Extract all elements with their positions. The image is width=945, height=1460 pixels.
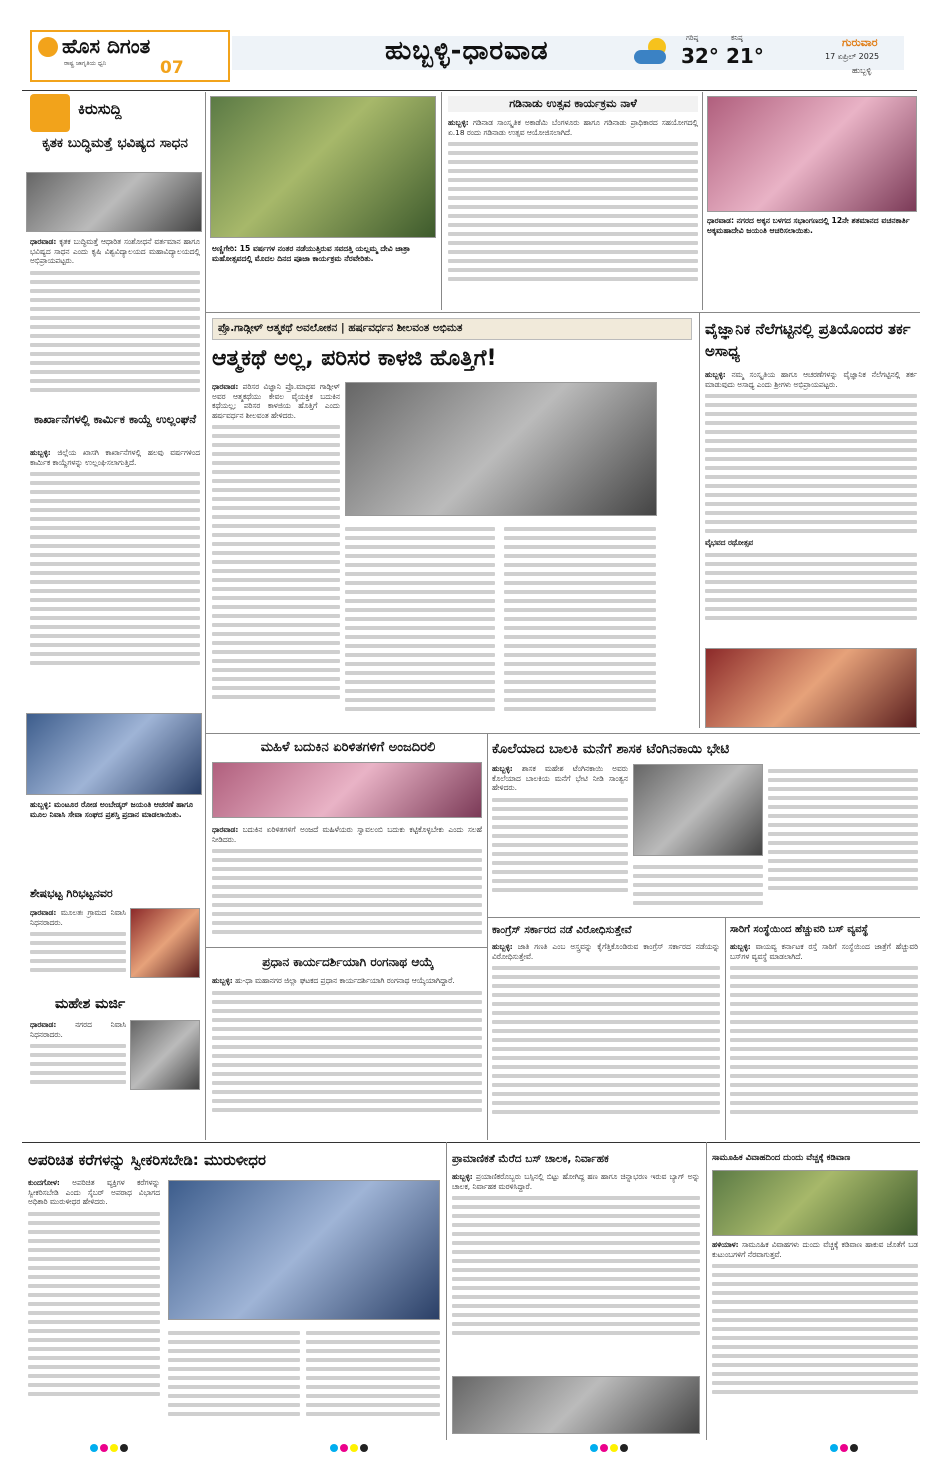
obit1-text: ಮೂಲತಃ ಗ್ರಾಮದ ನಿವಾಸಿ ನಿಧನರಾದರು.	[30, 908, 126, 927]
weather-icon	[632, 38, 672, 68]
general-sec-headline: ಪ್ರಧಾನ ಕಾರ್ಯದರ್ಶಿಯಾಗಿ ರಂಗನಾಥ ಆಯ್ಕೆ	[262, 955, 434, 969]
congress-dateline: ಹುಬ್ಬಳ್ಳಿ:	[492, 942, 513, 951]
obit2-body	[30, 1020, 126, 1100]
story1-headline: ಕೃತಕ ಬುದ್ಧಿಮತ್ತೆ ಭವಿಷ್ಯದ ಸಾಧನ	[42, 135, 188, 151]
girl-photo	[633, 764, 763, 856]
logo-box	[30, 30, 230, 82]
girl-dateline: ಹುಬ್ಬಳ್ಳಿ:	[492, 764, 513, 773]
logo-emblem-icon	[38, 37, 58, 57]
b3-headline: ಸಾಮೂಹಿಕ ವಿವಾಹದಿಂದ ದುಂದು ವೆಚ್ಚಕ್ಕೆ ಕಡಿವಾಣ	[712, 1153, 851, 1163]
min-temp: 21°	[726, 44, 764, 68]
congress-headline: ಕಾಂಗ್ರೆಸ್ ಸರ್ಕಾರದ ನಡೆ ವಿರೋಧಿಸುತ್ತೇವೆ	[492, 924, 632, 936]
congress-lead: ಜಾತಿ ಗಣತಿ ಎಂಬ ಅಸ್ತ್ರವನ್ನು ಕೈಗೆತ್ತಿಕೊಂಡಿರುವ ಕಾಂಗ್ರೆಸ್ ಸರ್ಕಾರದ ನಡೆಯನ್ನು ವಿರೋಧಿಸುತ್ತೇವೆ.	[492, 942, 720, 961]
obit1-title: ಶೇಷಭಟ್ಟ ಗಿರಿಭಟ್ಟನವರ	[30, 887, 113, 900]
women-lead: ಬದುಕಿನ ಏರಿಳಿತಗಳಿಗೆ ಅಂಜದೆ ಮಹಿಳೆಯರು ಸ್ವಾವಲಂಬಿ ಬದುಕು ಕಟ್ಟಿಕೊಳ್ಳಬೇಕು ಎಂದು ಸಲಹೆ ನೀಡಿದರು.	[212, 825, 482, 844]
story1-dateline: ಧಾರವಾಡ:	[30, 237, 57, 246]
gadinadu-lead: ಗಡಿನಾಡ ಸಾಂಸ್ಕೃತಿಕ ಅಕಾಡೆಮಿ ಬೆಂಗಳೂರು ಹಾಗೂ ಗಡಿನಾಡು ಪ್ರಾಧಿಕಾರದ ಸಹಯೋಗದಲ್ಲಿ ಏ.18 ರಂದು ಗಡಿನಾಡು ಉತ್ಸವ ಆಯೋಜಿಸಲಾಗಿದೆ.	[448, 118, 698, 137]
women-dateline: ಧಾರವಾಡ:	[212, 825, 239, 834]
b1-dateline: ಕುಂದಗೋಳ:	[28, 1178, 60, 1187]
obit2-photo	[130, 1020, 200, 1090]
story2-dateline: ಹುಬ್ಬಳ್ಳಿ:	[30, 448, 51, 457]
lead-body-col1	[212, 382, 340, 738]
section-title: ಕಿರುಸುದ್ದಿ	[78, 100, 122, 118]
masthead-band	[232, 36, 904, 70]
right-lead: ನಮ್ಮ ಸಂಸ್ಕೃತಿಯ ಹಾಗೂ ಆಚರಣೆಗಳನ್ನು ವೈಜ್ಞಾನಿಕ ನೆಲೆಗಟ್ಟಿನಲ್ಲಿ ತರ್ಕ ಮಾಡುವುದು ಅಸಾಧ್ಯ ಎಂದು ಶ್ರೀಗಳು ಅಭಿಪ್ರಾಯಪಟ್ಟರು.	[705, 370, 917, 389]
bus-body	[730, 942, 918, 1136]
akka-caption: ಧಾರವಾಡ: ನಗರದ ಅಕ್ಕನ ಬಳಗದ ಸಭಾಂಗಣದಲ್ಲಿ 12ನೇ ಶತಮಾನದ ವಚನಕಾರ್ತಿ ಅಕ್ಕಮಹಾದೇವಿ ಜಯಂತಿ ಆಚರಿಸಲಾಯಿತು.	[707, 216, 910, 235]
max-temp: 32°	[681, 44, 719, 68]
gadinadu-headline: ಗಡಿನಾಡು ಉತ್ಸವ ಕಾರ್ಯಕ್ರಮ ನಾಳೆ	[448, 96, 698, 112]
min-temp-label: ಕನಿಷ್ಠ	[731, 34, 743, 42]
lead-body-col3	[504, 522, 656, 738]
right-subhead: ವೈಭವದ ರಥೋತ್ಸವ	[705, 538, 754, 548]
day-label: ಗುರುವಾರ	[842, 36, 878, 49]
bus-headline: ಸಾರಿಗೆ ಸಂಸ್ಥೆಯಿಂದ ಹೆಚ್ಚುವರಿ ಬಸ್ ವ್ಯವಸ್ಥೆ	[730, 924, 869, 935]
story1-body	[30, 237, 200, 409]
girl-body-col2	[633, 860, 763, 914]
right-photo	[705, 648, 917, 728]
girl-lead: ಶಾಸಕ ಮಹೇಶ ಟೆಂಗಿನಕಾಯಿ ಅವರು ಕೊಲೆಯಾದ ಬಾಲಕಿಯ ಮನೆಗೆ ಭೇಟಿ ನೀಡಿ ಸಾಂತ್ವನ ಹೇಳಿದರು.	[492, 764, 628, 793]
b1-body-col2	[168, 1326, 300, 1434]
general-sec-dateline: ಹುಬ್ಬಳ್ಳಿ:	[212, 976, 233, 985]
b1-lead: ಅಪರಿಚಿತ ವ್ಯಕ್ತಿಗಳ ಕರೆಗಳನ್ನು ಸ್ವೀಕರಿಸಬೇಡಿ ಎಂದು ಸೈಬರ್ ಅಪರಾಧ ವಿಭಾಗದ ಅಧಿಕಾರಿ ಮುರುಳೀಧರ ಹೇಳಿದರು.	[28, 1178, 160, 1207]
girl-body-col3	[768, 764, 918, 914]
story2-lead: ಜಿಲ್ಲೆಯ ಖಾಸಗಿ ಕಾರ್ಖಾನೆಗಳಲ್ಲಿ ಹಲವು ವರ್ಷಗಳಿಂದ ಕಾರ್ಮಿಕ ಕಾಯ್ದೆಗಳನ್ನು ಉಲ್ಲಂಘಿಸಲಾಗುತ್ತಿದೆ.	[30, 448, 200, 467]
left-photo	[26, 713, 202, 795]
section-header	[26, 92, 202, 134]
b1-body-col3	[306, 1326, 440, 1434]
gadinadu-body	[448, 118, 698, 308]
date-label: 17 ಏಪ್ರಿಲ್ 2025	[825, 52, 880, 61]
lead-kicker: ಪ್ರೊ.ಗಾಡ್ಗೀಳ್ ಆತ್ಮಕಥೆ ಅವಲೋಕನ | ಹರ್ಷವರ್ಧನ ಶೀಲವಂತ ಅಭಿಮತ	[218, 322, 463, 334]
b2-headline: ಪ್ರಾಮಾಣಿಕತೆ ಮೆರೆದ ಬಸ್ ಚಾಲಕ, ನಿರ್ವಾಹಕ	[452, 1153, 609, 1165]
women-photo	[212, 762, 482, 818]
lead-body-col2	[345, 522, 495, 738]
bus-lead: ವಾಯವ್ಯ ಕರ್ನಾಟಕ ರಸ್ತೆ ಸಾರಿಗೆ ಸಂಸ್ಥೆಯಿಂದ ಜಾತ್ರೆಗೆ ಹೆಚ್ಚುವರಿ ಬಸ್‌ಗಳ ವ್ಯವಸ್ಥೆ ಮಾಡಲಾಗಿದೆ.	[730, 942, 918, 961]
city-label: ಹುಬ್ಬಳ್ಳಿ	[852, 66, 872, 75]
logo-tagline: ರಾಷ್ಟ್ರ ಜಾಗೃತಿಯ ಧ್ವನಿ	[64, 60, 107, 67]
general-sec-body	[212, 976, 482, 1136]
b3-body	[712, 1240, 918, 1434]
b3-lead: ಸಾಮೂಹಿಕ ವಿವಾಹಗಳು ದುಂದು ವೆಚ್ಚಕ್ಕೆ ಕಡಿವಾಣ ಹಾಕುವ ಜೊತೆಗೆ ಬಡ ಕುಟುಂಬಗಳಿಗೆ ನೆರವಾಗುತ್ತವೆ.	[712, 1240, 918, 1259]
lead-lead: ಪರಿಸರ ವಿಜ್ಞಾನಿ ಪ್ರೊ.ಮಾಧವ ಗಾಡ್ಗೀಳ್ ಅವರ ಆತ್ಮಕಥೆಯು ಕೇವಲ ವೈಯಕ್ತಿಕ ಬದುಕಿನ ಕಥೆಯಲ್ಲ; ಪರಿಸರ ಕಾಳಜಿಯ ಹೊತ್ತಿಗೆ ಎಂದು ಹರ್ಷವರ್ಧನ ಶೀಲವಂತ ಹೇಳಿದರು.	[212, 382, 340, 420]
b3-photo	[712, 1170, 918, 1236]
general-sec-lead: ಹು-ಧಾ ಮಹಾನಗರ ಜಿಲ್ಲಾ ಘಟಕದ ಪ್ರಧಾನ ಕಾರ್ಯದರ್ಶಿಯಾಗಿ ರಂಗನಾಥ ಆಯ್ಕೆಯಾಗಿದ್ದಾರೆ.	[235, 976, 455, 985]
women-body	[212, 825, 482, 943]
b1-headline: ಅಪರಿಚಿತ ಕರೆಗಳನ್ನು ಸ್ವೀಕರಿಸಬೇಡಿ: ಮುರುಳೀಧರ	[28, 1151, 266, 1169]
congress-body	[492, 942, 720, 1136]
obit1-photo	[130, 908, 200, 978]
gadinadu-dateline: ಹುಬ್ಬಳ್ಳಿ:	[448, 118, 469, 127]
temple-photo	[210, 96, 436, 238]
girl-body	[492, 764, 628, 914]
lead-headline: ಆತ್ಮಕಥೆ ಅಲ್ಲ, ಪರಿಸರ ಕಾಳಜಿ ಹೊತ್ತಿಗೆ!	[212, 346, 497, 371]
temple-caption: ಅಣ್ಣಿಗೇರಿ: 15 ವರ್ಷಗಳ ನಂತರ ನಡೆಯುತ್ತಿರುವ ಸವದತ್ತಿ ಯಲ್ಲಮ್ಮ ದೇವಿ ಜಾತ್ರಾ ಮಹೋತ್ಸವದಲ್ಲಿ ಮೊದಲ ದಿನದ ಪೂಜಾ ಕಾರ್ಯಕ್ರಮ ನೆರವೇರಿತು.	[212, 244, 411, 263]
b1-photo	[168, 1180, 440, 1320]
lead-dateline: ಧಾರವಾಡ:	[212, 382, 239, 391]
b2-body	[452, 1172, 700, 1372]
right-body	[705, 370, 917, 642]
city-title: ಹುಬ್ಬಳ್ಳಿ-ಧಾರವಾಡ	[385, 36, 549, 66]
page-number: 07	[160, 58, 184, 78]
obit2-text: ನಗರದ ನಿವಾಸಿ ನಿಧನರಾದರು.	[30, 1020, 126, 1039]
left-photo-caption: ಹುಬ್ಬಳ್ಳಿ: ಮಂಟೂರ ರೋಡ ಅಂಬೇಡ್ಕರ್ ಜಯಂತಿ ಆಚರಣೆ ಹಾಗೂ ಮೂಲ ನಿವಾಸಿ ಸೇವಾ ಸಂಘದ ಪ್ರಶಸ್ತಿ ಪ್ರದಾನ ಮಾಡಲಾಯಿತು.	[30, 800, 194, 819]
lead-photo	[345, 382, 657, 516]
women-headline: ಮಹಿಳೆ ಬದುಕಿನ ಏರಿಳಿತಗಳಿಗೆ ಅಂಜದಿರಲಿ	[260, 740, 436, 755]
right-headline: ವೈಜ್ಞಾನಿಕ ನೆಲೆಗಟ್ಟಿನಲ್ಲಿ ಪ್ರತಿಯೊಂದರ ತರ್ಕ ಅಸಾಧ್ಯ	[705, 320, 911, 360]
akka-photo	[707, 96, 917, 212]
max-temp-label: ಗರಿಷ್ಠ	[686, 34, 699, 42]
logo-text: ಹೊಸ ದಿಗಂತ	[62, 34, 151, 58]
obit2-title: ಮಹೇಶ ಮರ್ಜಿ	[55, 996, 126, 1012]
b2-dateline: ಹುಬ್ಬಳ್ಳಿ:	[452, 1172, 473, 1181]
b1-body	[28, 1178, 160, 1434]
story2-headline: ಕಾರ್ಖಾನೆಗಳಲ್ಲಿ ಕಾರ್ಮಿಕ ಕಾಯ್ದೆ ಉಲ್ಲಂಘನೆ	[33, 412, 197, 426]
masthead	[0, 0, 945, 92]
obit1-body	[30, 908, 126, 988]
obit1-dateline: ಧಾರವಾಡ:	[30, 908, 57, 917]
story1-photo	[26, 172, 202, 232]
b3-dateline: ಹಳಿಯಾಳ:	[712, 1240, 739, 1249]
right-dateline: ಹುಬ್ಬಳ್ಳಿ:	[705, 370, 726, 379]
story2-body	[30, 448, 200, 706]
girl-headline: ಕೊಲೆಯಾದ ಬಾಲಕಿ ಮನೆಗೆ ಶಾಸಕ ಟೆಂಗಿನಕಾಯಿ ಭೇಟಿ	[492, 741, 730, 757]
b2-lead: ಪ್ರಯಾಣಿಕರೊಬ್ಬರು ಬಸ್ಸಿನಲ್ಲಿ ಬಿಟ್ಟು ಹೋಗಿದ್ದ ಹಣ ಹಾಗೂ ಚಿನ್ನಾಭರಣ ಇರುವ ಬ್ಯಾಗ್ ಅನ್ನು ಚಾಲಕ, ನಿರ್ವಾಹಕ ಮರಳಿಸಿದ್ದಾರೆ.	[452, 1172, 700, 1191]
bus-dateline: ಹುಬ್ಬಳ್ಳಿ:	[730, 942, 751, 951]
story1-lead: ಕೃತಕ ಬುದ್ಧಿಮತ್ತೆ ಆಧಾರಿತ ಸಂಶೋಧನೆ ವರ್ತಮಾನ ಹಾಗೂ ಭವಿಷ್ಯದ ಸಾಧನ ಎಂದು ಕೃಷಿ ವಿಶ್ವವಿದ್ಯಾಲಯದ ಮಹಾವಿದ್ಯಾಲಯದಲ್ಲಿ ಅಭಿಪ್ರಾಯಪಟ್ಟರು.	[30, 237, 200, 266]
megaphone-icon	[30, 94, 70, 132]
obit2-dateline: ಧಾರವಾಡ:	[30, 1020, 57, 1029]
b2-photo	[452, 1376, 700, 1434]
registration-marks	[90, 1444, 860, 1454]
